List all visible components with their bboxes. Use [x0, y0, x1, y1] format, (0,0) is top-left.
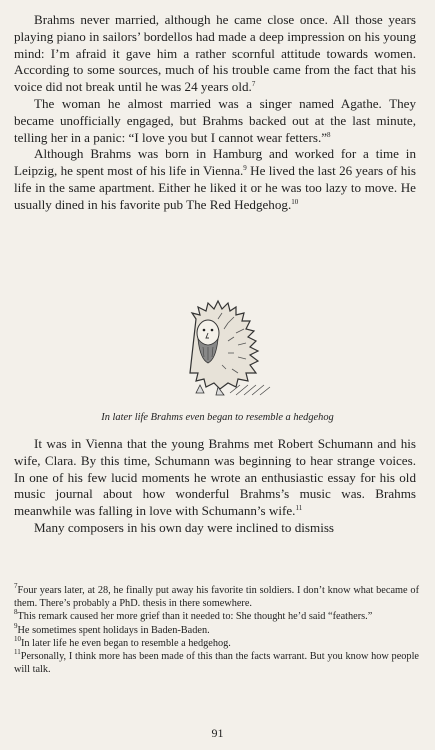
page-number: 91: [211, 726, 224, 740]
paragraph-schumann: It was in Vienna that the young Brahms met Robert Schumann and his wife, Clara. By this time, Schumann was beginning to hear strange voices. In one of his few lucid moments he wrote an enthusiastic essay for his old music journal about how wonderful Brahms’s music was. Brahms meanwhile was falling in love with Schumann’s wife.$^{11}$: [14, 436, 416, 519]
footnote: $^{11}$Personally, I think more has been made of this than the facts warrant. But you know how people will talk.: [14, 648, 419, 676]
footnote: $^{10}$In later life he even began to resemble a hedgehog.: [14, 634, 231, 649]
footnote-ref[interactable]: 7: [251, 80, 256, 89]
paragraph-vienna: Although Brahms was born in Hamburg and worked for a time in Leipzig, he spent most of his life in Vienna.$^9$ He lived the last 26 years of his life in the same apartment. Either he liked it or he was too lazy to move. He usually dined in his favorite pub The Red Hedgehog.$^{10}$: [14, 146, 416, 212]
footnote-ref[interactable]: 9: [243, 164, 247, 173]
main-text-top: [14, 12, 416, 214]
footnote: $^7$Four years later, at 28, he finally put away his favorite tin soldiers. I don’t know what became of them. There’s probably a PhD. thesis in there somewhere.: [14, 582, 419, 610]
paragraph-agathe: The woman he almost married was a singer named Agathe. They became unofficially engaged, but Brahms backed out at the last minute, telling her in a panic: “I love you but I cannot wear fetters.”$^8$: [14, 95, 416, 145]
footnote: $^9$He sometimes spent holidays in Baden-Baden.: [14, 621, 210, 636]
footnote-ref[interactable]: 10: [291, 197, 299, 206]
main-text-bottom: [14, 436, 416, 537]
footnote-ref[interactable]: 8: [327, 130, 331, 139]
footnote: $^8$This remark caused her more grief than it needed to: She thought he’d said “feathers.”: [14, 608, 373, 623]
paragraph-marriage: Brahms never married, although he came close once. All those years playing piano in sailors’ bordellos had made a deep impression on his young mind: I’m afraid it gave him a rather scornful attitude towards women. According to some sources, much of his trouble came from the fact that his voice did not break until he was 24 years old.$^7$: [14, 12, 416, 95]
footnotes: [14, 584, 419, 676]
footnote-ref[interactable]: 11: [295, 504, 303, 513]
brahms-hedgehog-illustration: [158, 289, 278, 401]
illustration-caption: In later life Brahms even began to resemble a hedgehog: [101, 412, 334, 423]
paragraph-composers: Many composers in his own day were inclined to dismiss: [34, 519, 335, 535]
